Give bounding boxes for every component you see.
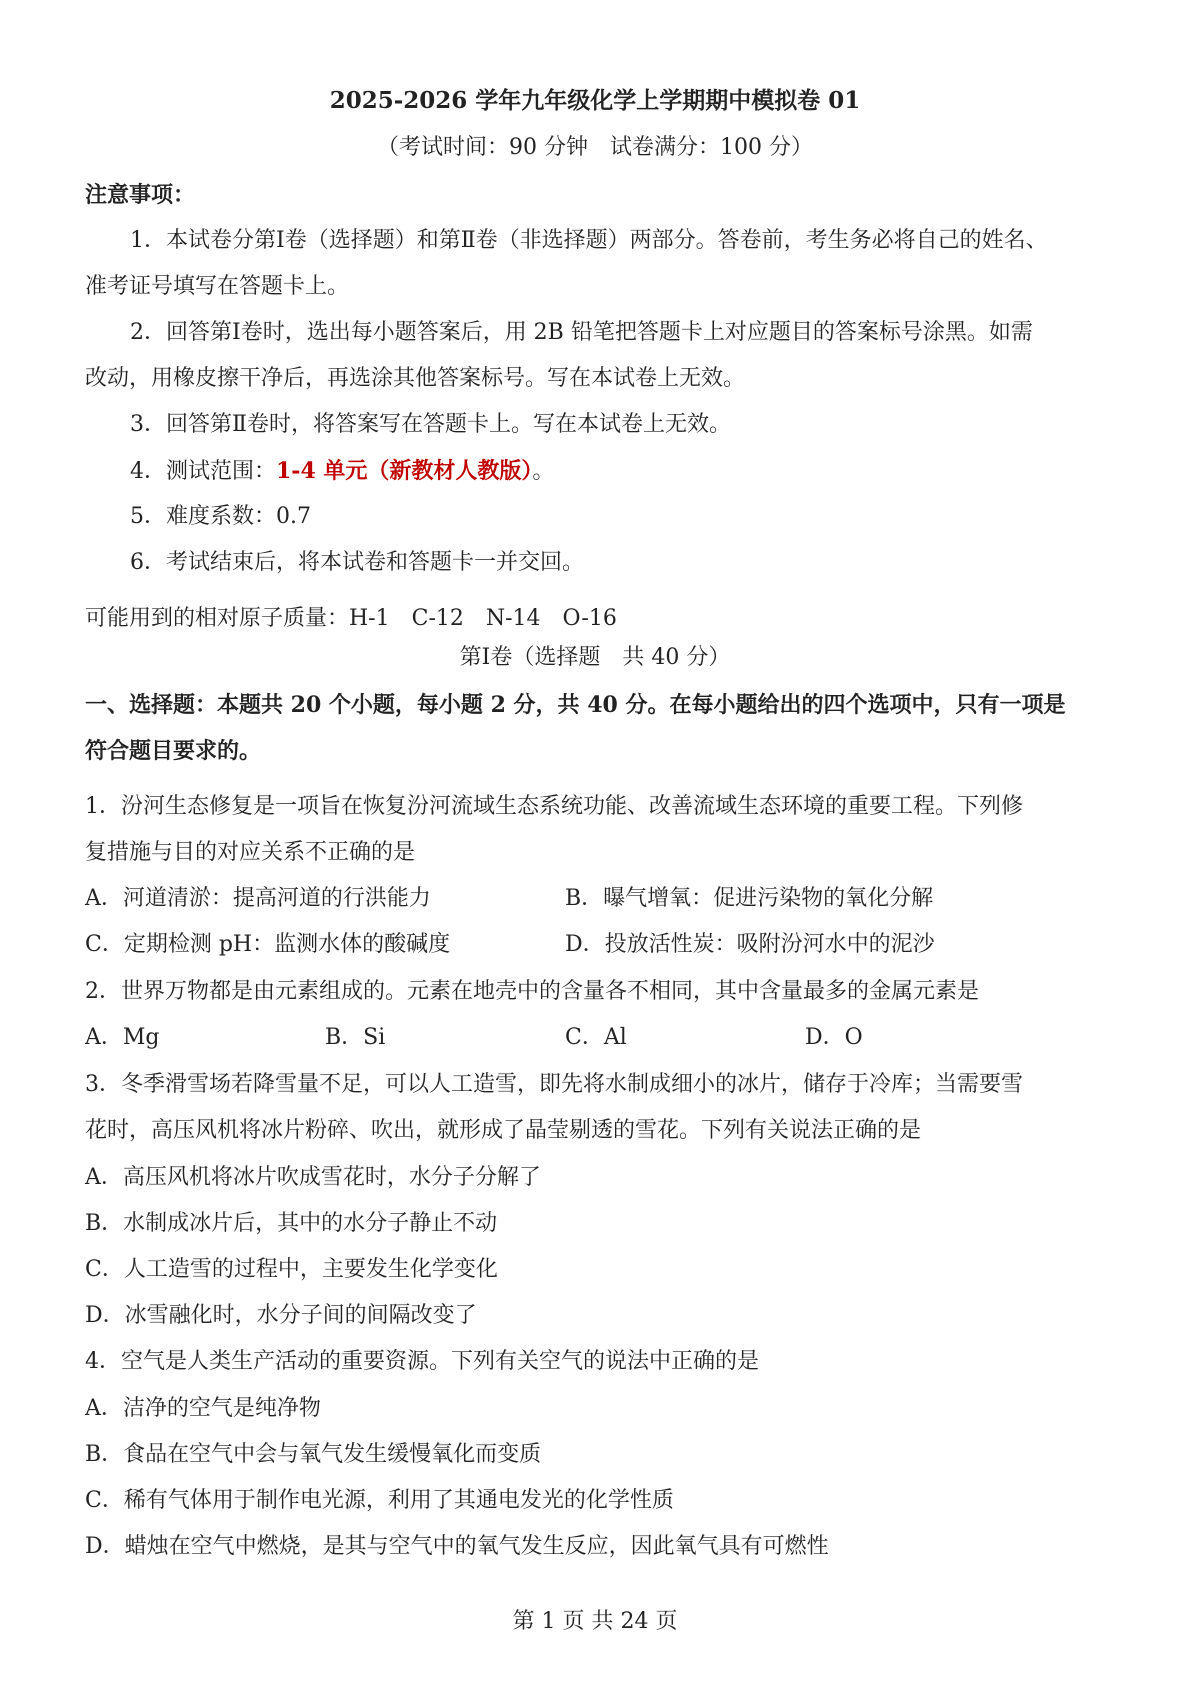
test-scope-highlight: 1-4 单元（新教材人教版） <box>276 458 533 484</box>
notice-item-1-line-2: 准考证号填写在答题卡上。 <box>85 274 350 299</box>
q1-option-b: B．曝气增氧：促进污染物的氧化分解 <box>565 886 934 911</box>
notice-item-6: 6．考试结束后，将本试卷和答题卡一并交回。 <box>130 550 584 575</box>
q1-option-d: D．投放活性炭：吸附汾河水中的泥沙 <box>565 932 935 957</box>
q2-stem: 2．世界万物都是由元素组成的。元素在地壳中的含量各不相同，其中含量最多的金属元素是 <box>85 979 980 1004</box>
notice-item-2-line-2: 改动，用橡皮擦干净后，再选涂其他答案标号。写在本试卷上无效。 <box>85 366 746 391</box>
q1-option-c: C．定期检测 pH：监测水体的酸碱度 <box>85 932 451 957</box>
q2-option-a: A．Mg <box>85 1025 160 1050</box>
notice-heading: 注意事项： <box>85 182 196 208</box>
q3-option-d: D．冰雪融化时，水分子间的间隔改变了 <box>85 1303 477 1328</box>
section-title: 第Ⅰ卷（选择题 共 40 分） <box>459 645 731 670</box>
q3-option-b: B．水制成冰片后，其中的水分子静止不动 <box>85 1211 498 1236</box>
notice-item-5: 5．难度系数：0.7 <box>130 504 311 529</box>
notice-item-3: 3．回答第Ⅱ卷时，将答案写在答题卡上。写在本试卷上无效。 <box>130 412 731 437</box>
q4-option-c: C．稀有气体用于制作电光源，利用了其通电发光的化学性质 <box>85 1488 674 1513</box>
notice-item-4-suffix: 。 <box>532 459 555 484</box>
q4-option-a: A．洁净的空气是纯净物 <box>85 1396 321 1421</box>
q1-option-a: A．河道清淤：提高河道的行洪能力 <box>85 886 431 911</box>
page-footer: 第 1 页 共 24 页 <box>512 1609 678 1634</box>
q4-option-b: B．食品在空气中会与氧气发生缓慢氧化而变质 <box>85 1442 542 1467</box>
exam-subtitle: （考试时间：90 分钟 试卷满分：100 分） <box>377 135 813 160</box>
q4-stem: 4．空气是人类生产活动的重要资源。下列有关空气的说法中正确的是 <box>85 1349 759 1374</box>
q4-option-d: D．蜡烛在空气中燃烧，是其与空气中的氧气发生反应，因此氧气具有可燃性 <box>85 1534 829 1559</box>
notice-item-4-prefix: 4．测试范围： <box>130 459 276 484</box>
q3-stem-line-2: 花时，高压风机将冰片粉碎、吹出，就形成了晶莹剔透的雪花。下列有关说法正确的是 <box>85 1118 922 1143</box>
q3-option-a: A．高压风机将冰片吹成雪花时，水分子分解了 <box>85 1165 541 1190</box>
section-intro-line-2: 符合题目要求的。 <box>85 738 262 764</box>
notice-item-4 <box>130 456 554 487</box>
section-intro-line-1: 一、选择题：本题共 20 个小题，每小题 2 分，共 40 分。在每小题给出的四个选项中，只有一项是 <box>85 692 1066 718</box>
notice-item-1-line-1: 1．本试卷分第Ⅰ卷（选择题）和第Ⅱ卷（非选择题）两部分。答卷前，考生务必将自己的姓名、 <box>130 228 1048 253</box>
q2-option-d: D．O <box>805 1025 863 1050</box>
notice-item-2-line-1: 2．回答第Ⅰ卷时，选出每小题答案后，用 2B 铅笔把答题卡上对应题目的答案标号涂黑。如需 <box>130 320 1033 345</box>
q3-stem-line-1: 3．冬季滑雪场若降雪量不足，可以人工造雪，即先将水制成细小的冰片，储存于冷库；当需要雪 <box>85 1072 1024 1097</box>
q1-stem-line-2: 复措施与目的对应关系不正确的是 <box>85 840 416 865</box>
q1-stem-line-1: 1．汾河生态修复是一项旨在恢复汾河流域生态系统功能、改善流域生态环境的重要工程。下列修 <box>85 794 1024 819</box>
exam-title: 2025-2026 学年九年级化学上学期期中模拟卷 01 <box>329 87 861 114</box>
q2-option-b: B．Si <box>325 1025 386 1050</box>
atomic-masses: 可能用到的相对原子质量：H-1 C-12 N-14 O-16 <box>85 606 617 631</box>
q3-option-c: C．人工造雪的过程中，主要发生化学变化 <box>85 1257 498 1282</box>
q2-option-c: C．Al <box>565 1025 627 1050</box>
